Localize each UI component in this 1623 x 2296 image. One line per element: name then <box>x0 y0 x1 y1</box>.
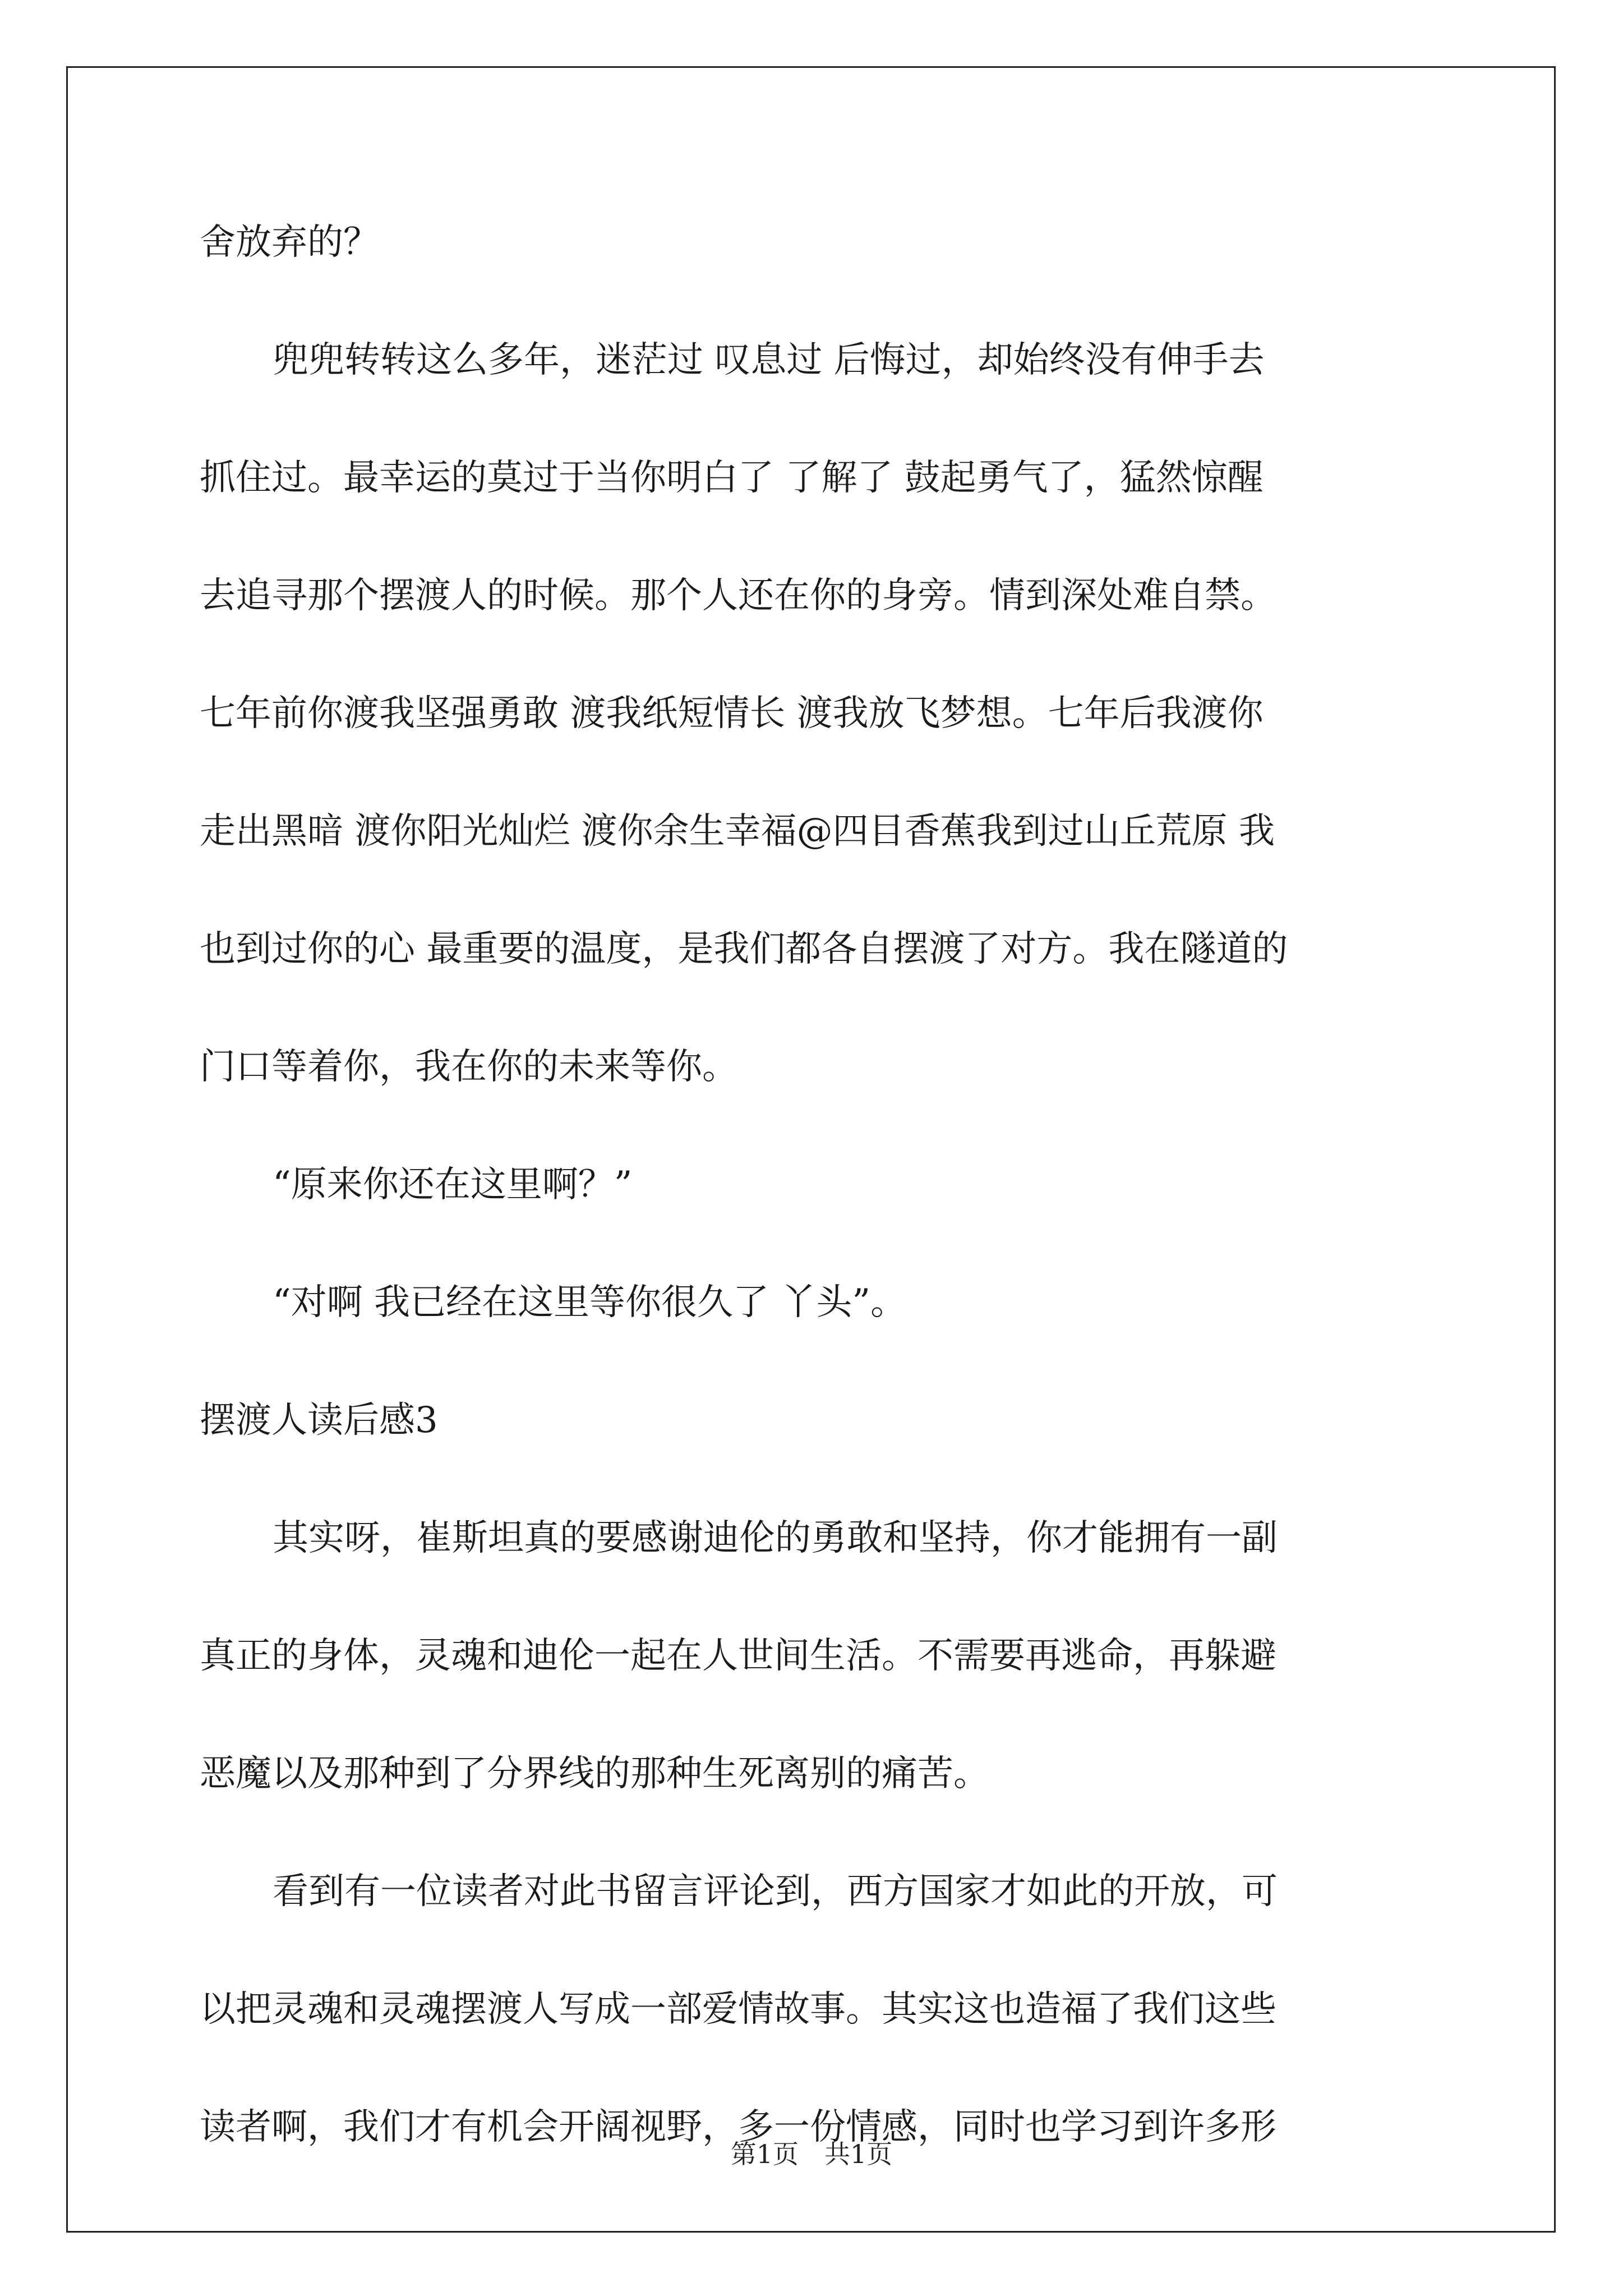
text-line: 其实呀，崔斯坦真的要感谢迪伦的勇敢和坚持，你才能拥有一副 <box>273 1517 1278 1559</box>
text-line: 抓住过。最幸运的莫过于当你明白了 了解了 鼓起勇气了，猛然惊醒 <box>200 457 1264 499</box>
text-line: 恶魔以及那种到了分界线的那种生死离别的痛苦。 <box>200 1753 989 1795</box>
text-line: 读者啊，我们才有机会开阔视野，多一份情感，同时也学习到许多形 <box>200 2106 1276 2148</box>
dialogue-line: “原来你还在这里啊？” <box>273 1164 633 1205</box>
page-number: 第1页 共1页 <box>730 2139 893 2169</box>
dialogue-line: “对啊 我已经在这里等你很久了 丫头”。 <box>273 1282 907 1323</box>
text-line: 兜兜转转这么多年，迷茫过 叹息过 后悔过，却始终没有伸手去 <box>273 339 1265 381</box>
text-line: 走出黑暗 渡你阳光灿烂 渡你余生幸福@四目香蕉我到过山丘荒原 我 <box>200 811 1275 852</box>
text-line: 以把灵魂和灵魂摆渡人写成一部爱情故事。其实这也造福了我们这些 <box>200 1989 1276 2030</box>
text-line: 门口等着你，我在你的未来等你。 <box>200 1046 738 1088</box>
text-line: 真正的身体，灵魂和迪伦一起在人世间生活。不需要再逃命，再躲避 <box>200 1635 1276 1677</box>
text-line: 也到过你的心 最重要的温度，是我们都各自摆渡了对方。我在隧道的 <box>200 928 1288 970</box>
document-body <box>200 209 1433 2211</box>
text-line: 七年前你渡我坚强勇敢 渡我纸短情长 渡我放飞梦想。七年后我渡你 <box>200 693 1264 734</box>
section-heading: 摆渡人读后感3 <box>200 1400 438 1441</box>
text-line: 去追寻那个摆渡人的时候。那个人还在你的身旁。情到深处难自禁。 <box>200 575 1276 616</box>
text-line: 舍放弃的？ <box>200 222 379 263</box>
text-line: 看到有一位读者对此书留言评论到，西方国家才如此的开放，可 <box>273 1871 1278 1912</box>
